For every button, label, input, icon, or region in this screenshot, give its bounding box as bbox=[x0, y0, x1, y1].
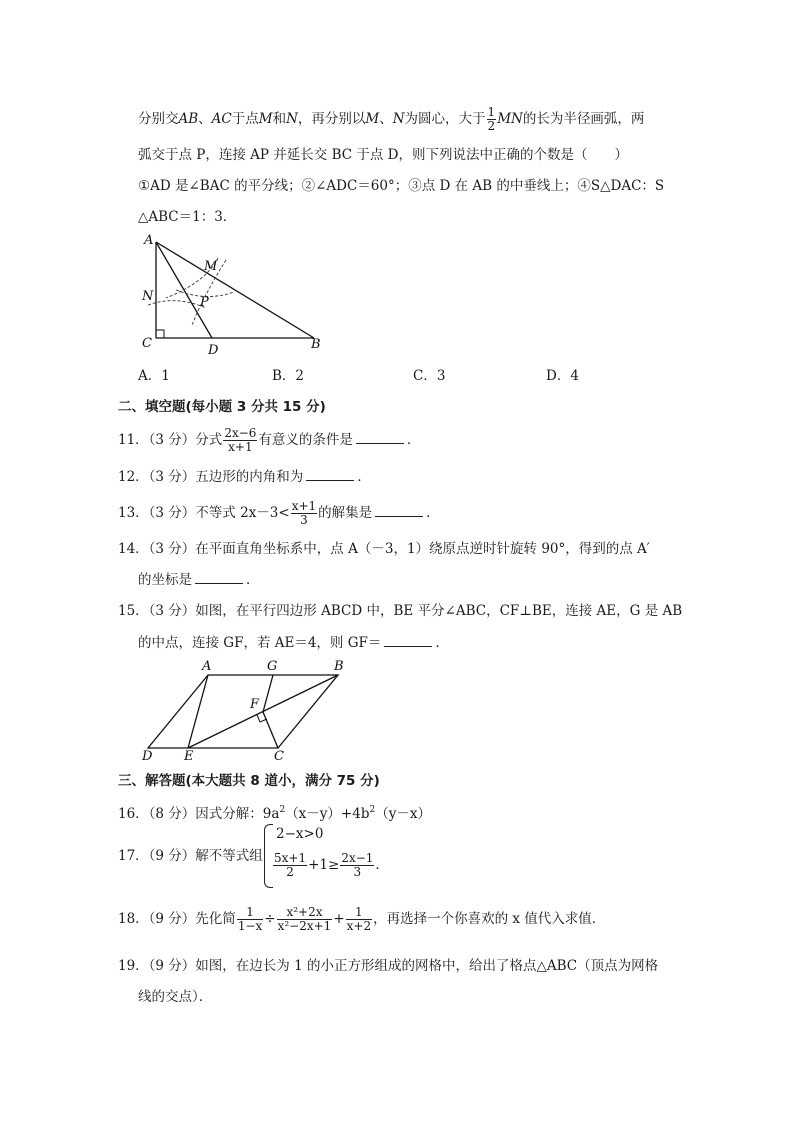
parallelogram-abcd bbox=[148, 675, 338, 748]
label-d: D bbox=[208, 343, 219, 358]
label-b: B bbox=[334, 659, 344, 674]
q14-line2: 的坐标是 ． bbox=[138, 572, 260, 588]
q17-fraction-1: $\frac{5x+1}{2}$ bbox=[274, 851, 307, 879]
q11-fraction: $\frac{2x-6}{x+1}$ bbox=[224, 426, 257, 454]
q17-label: 17．（9 分）解不等式组 bbox=[118, 848, 263, 864]
section-2-title: 二、填空题(每小题 3 分共 15 分) bbox=[118, 399, 326, 415]
q13-fraction: $\frac{x+1}{3}$ bbox=[291, 499, 317, 527]
q10-triangle-figure bbox=[136, 230, 336, 360]
side-ab bbox=[156, 242, 314, 338]
q17-inequality-2: $\frac{5x+1}{2}$ +1≥ $\frac{2x-1}{3}$ ． bbox=[274, 851, 389, 879]
q15-line1: 15．（3 分）如图，在平行四边形 ABCD 中，BE 平分∠ABC，CF⊥BE，连接 AE，G 是 AB bbox=[118, 603, 683, 619]
q18-fraction-2: $\frac{\text{x²+2x}}{\text{x²−2x+1}}$ bbox=[277, 905, 332, 933]
label-f: F bbox=[250, 697, 260, 712]
q10-line2: 弧交于点 P，连接 AP 并延长交 BC 于点 D，则下列说法中正确的个数是（ ） bbox=[138, 147, 628, 163]
label-a: A bbox=[144, 233, 154, 248]
line-gf bbox=[263, 675, 273, 712]
q10-line1: 分别交AB、AC于点M和N，再分别以M、N为圆心，大于 $\frac{1}{2}$ MN的长为半径画弧，两 bbox=[138, 105, 645, 133]
option-c: C．3 bbox=[413, 368, 446, 384]
label-p: P bbox=[200, 295, 209, 310]
label-e: E bbox=[184, 749, 194, 764]
label-n: N bbox=[142, 289, 154, 304]
q19-line2: 线的交点）． bbox=[138, 989, 213, 1005]
right-angle-mark bbox=[156, 330, 164, 338]
label-m: M bbox=[204, 259, 218, 274]
q18: 18．（9 分）先化简 $\frac{1}{1-x}$ ÷ $\frac{\text{x²+2x}}{\text{x²−2x+1}}$ + $\frac{1}{x+2}$ ，再选择一个你喜欢的 x 值代入求值． bbox=[118, 905, 606, 933]
q12-answer-blank[interactable] bbox=[306, 468, 354, 481]
line-cf bbox=[263, 712, 278, 748]
label-g: G bbox=[267, 659, 278, 674]
label-a: A bbox=[202, 659, 212, 674]
label-d: D bbox=[142, 749, 153, 764]
q17-fraction-2: $\frac{2x-1}{3}$ bbox=[341, 851, 374, 879]
section-3-title: 三、解答题(本大题共 8 道小，满分 75 分) bbox=[118, 773, 380, 789]
line-ae bbox=[188, 675, 208, 748]
q11: 11．（3 分）分式 $\frac{2x-6}{x+1}$ 有意义的条件是 ． bbox=[118, 426, 421, 454]
q15-line2: 的中点，连接 GF，若 AE＝4，则 GF＝ ． bbox=[138, 635, 449, 651]
q13-answer-blank[interactable] bbox=[375, 504, 423, 517]
q18-fraction-3: $\frac{1}{x+2}$ bbox=[346, 905, 372, 933]
q14-answer-blank[interactable] bbox=[195, 571, 243, 584]
arc-n bbox=[148, 301, 206, 308]
q14-line1: 14．（3 分）在平面直角坐标系中，点 A（－3，1）绕原点逆时针旋转 90°，得到的点 A′ bbox=[118, 541, 650, 557]
q17-inequality-1: 2−x>0 bbox=[276, 826, 324, 842]
label-c: C bbox=[274, 749, 284, 764]
option-d: D．4 bbox=[546, 368, 579, 384]
q19-line1: 19．（9 分）如图，在边长为 1 的小正方形组成的网格中，给出了格点△ABC（顶点为网格 bbox=[118, 958, 659, 974]
q15-parallelogram-figure bbox=[138, 656, 358, 764]
q10-line4: △ABC＝1：3． bbox=[138, 209, 237, 225]
q11-answer-blank[interactable] bbox=[356, 431, 404, 444]
q18-fraction-1: $\frac{1}{1-x}$ bbox=[237, 905, 263, 933]
q10-line3: ①AD 是∠BAC 的平分线；②∠ADC＝60°；③点 D 在 AB 的中垂线上；④S△DAC：S bbox=[138, 178, 665, 194]
q15-answer-blank[interactable] bbox=[384, 634, 432, 647]
q12: 12．（3 分）五边形的内角和为 ． bbox=[118, 469, 371, 485]
q13: 13．（3 分）不等式 2x－3< $\frac{x+1}{3}$ 的解集是 ． bbox=[118, 499, 440, 527]
option-b: B．2 bbox=[272, 368, 305, 384]
option-a: A．1 bbox=[138, 368, 170, 384]
label-b: B bbox=[311, 337, 321, 352]
label-c: C bbox=[142, 336, 152, 351]
q16: 16．（8 分）因式分解：$9a^2(x-y)+4b^2(y-x)$ bbox=[118, 805, 431, 822]
half-fraction: $\frac{1}{2}$ bbox=[487, 105, 496, 133]
